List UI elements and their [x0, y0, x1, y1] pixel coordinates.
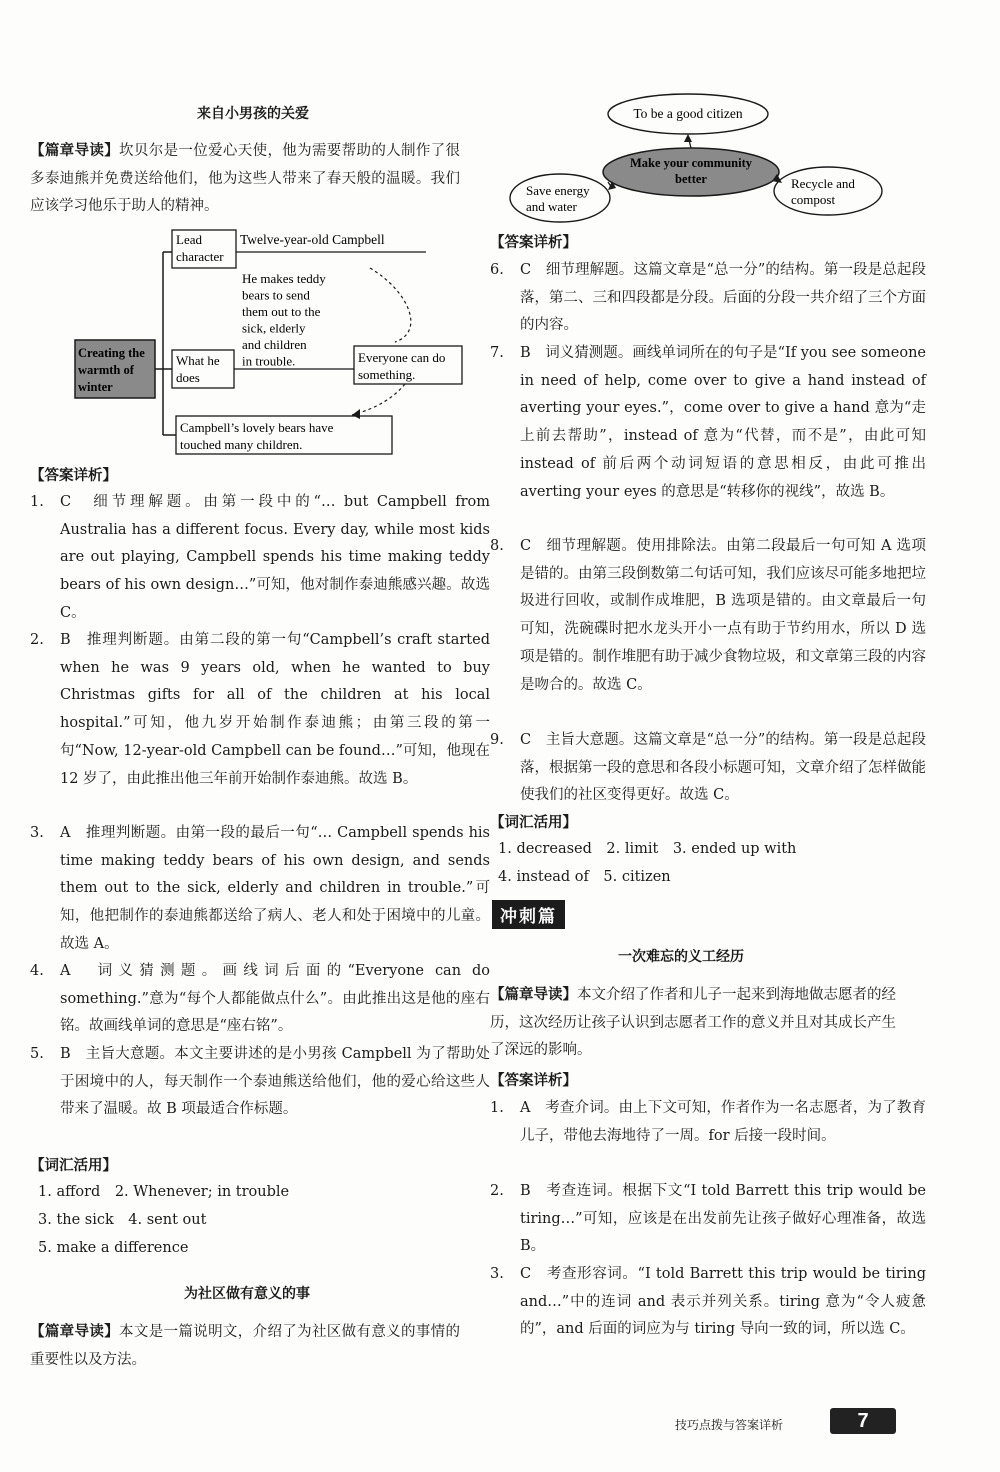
answer-text: C 细节理解题。使用排除法。由第二段最后一句可知 A 选项是错的。由第三段倒数第二句话可知，我们应该尽可能多地把垃圾进行回收，或制作成堆肥，B 选项是错的。由文章最后一句可知，洗碗碟时把水龙头开小一点有助于节约用水，所以 D 选项是错的。制作堆肥有助于减少食物垃圾，和文章第三段的内容是吻合的。故选 C。 [520, 538, 926, 693]
diagram-campbell-text: Twelve-year-old Campbell [240, 232, 385, 247]
answer-num: 5. [30, 1046, 44, 1062]
answer-item [490, 340, 926, 506]
answers-2-label: 【答案详析】 [490, 235, 577, 251]
answer-num: 7. [490, 345, 504, 361]
diagram2-left-text: Save energy and water [526, 183, 590, 214]
article-title-1: 来自小男孩的关爱 [197, 106, 309, 122]
diagram2-right-ellipse [774, 167, 882, 215]
page-number: 7 [830, 1408, 896, 1434]
intro-1-text: 坎贝尔是一位爱心天使，他为需要帮助的人制作了很多泰迪熊并免费送给他们，他为这些人带来了春天般的温暖。我们应该学习他乐于助人的精神。 [30, 143, 461, 215]
mind-map-community [508, 88, 888, 228]
answer-num: 6. [490, 262, 504, 278]
answer-num: 8. [490, 538, 504, 554]
intro-2 [30, 1319, 460, 1374]
answer-num: 1. [30, 494, 44, 510]
intro-1 [30, 138, 460, 221]
diagram2-top-text: To be a good citizen [633, 106, 743, 121]
diagram-motto-text: Everyone can do something. [358, 350, 446, 382]
answer-item [490, 1261, 926, 1344]
answer-item [490, 1178, 926, 1261]
diagram-lead-text: Lead character [176, 232, 224, 264]
diagram2-center-text: Make your community better [630, 156, 752, 186]
answer-num: 1. [490, 1100, 504, 1116]
vocab-line: 1. decreased 2. limit 3. ended up with [498, 841, 797, 857]
vocab-2-label: 【词汇活用】 [490, 815, 577, 831]
diagram-what-text: What he does [176, 353, 220, 385]
intro-3-text: 本文介绍了作者和儿子一起来到海地做志愿者的经历，这次经历让孩子认识到志愿者工作的意义并且对其成长产生了深远的影响。 [490, 987, 896, 1059]
vocab-1-label: 【词汇活用】 [30, 1158, 117, 1174]
answer-item [490, 1095, 926, 1150]
article-title-3: 一次难忘的义工经历 [618, 949, 744, 965]
answer-item [30, 820, 490, 959]
answers-3-label: 【答案详析】 [490, 1073, 577, 1089]
diagram-center-text: Creating the warmth of winter [78, 346, 145, 394]
answer-text: C 考查形容词。“I told Barrett this trip would be tiring and…”中的连词 and 表示并列关系。tiring 意为“令人疲惫的”，and 后面的词应为与 tiring 导向一致的词，所以选 C。 [520, 1266, 926, 1338]
vocab-line: 1. afford 2. Whenever; in trouble [38, 1184, 290, 1200]
vocab-line: 5. make a difference [38, 1240, 189, 1256]
answer-num: 9. [490, 732, 504, 748]
answer-num: 3. [490, 1266, 504, 1282]
answer-item [30, 489, 490, 628]
diagram-action-text: He makes teddy bears to send them out to the sick, elderly and children in trouble. [242, 271, 326, 369]
intro-2-label: 【篇章导读】 [30, 1324, 120, 1340]
diagram2-right-text: Recycle and compost [791, 176, 855, 207]
answer-text: B 词义猜测题。画线单词所在的句子是“If you see someone in need of help, come over to give a hand instead of averting your eyes.”，come over to give a hand 意为“走上前去帮助”，instead of 意为“代替，而不是”，由此可知 instead of 前后两个动词短语的意思相反，由此可推出 averting your eyes 的意思是“转移你的视线”，故选 B。 [520, 345, 926, 500]
section-badge: 冲刺篇 [492, 900, 565, 929]
answer-item [30, 1041, 490, 1124]
answer-item [30, 627, 490, 793]
answer-text: A 推理判断题。由第一段的最后一句“… Campbell spends his time making teddy bears of his own design, and sends them out to the sick, elderly and children in trouble.”可知，他把制作的泰迪熊都送给了病人、老人和处于困境中的儿童。故选 A。 [60, 825, 490, 952]
answer-num: 2. [30, 632, 44, 648]
answer-text: B 推理判断题。由第二段的第一句“Campbell’s craft started when he was 9 years old, when he wanted to buy Christmas gifts for all of the children at his local hospital.”可知，他九岁开始制作泰迪熊；由第三段的第一句“Now, 12-year-old Campbell can be found…”可知，他现在 12 岁了，由此推出他三年前开始制作泰迪熊。故选 B。 [60, 632, 490, 787]
answer-text: B 考查连词。根据下文“I told Barrett this trip would be tiring…”可知，应该是在出发前先让孩子做好心理准备，故选 B。 [520, 1183, 926, 1255]
answer-num: 2. [490, 1183, 504, 1199]
intro-1-label: 【篇章导读】 [30, 143, 120, 159]
answer-item [490, 727, 926, 810]
vocab-line: 4. instead of 5. citizen [498, 869, 671, 885]
intro-3 [490, 982, 896, 1065]
footer-label: 技巧点拨与答案详析 [675, 1418, 784, 1432]
answer-text: C 细节理解题。这篇文章是“总一分”的结构。第一段是总起段落，第二、三和四段都是分段。后面的分段一共介绍了三个方面的内容。 [520, 262, 926, 334]
intro-3-label: 【篇章导读】 [490, 987, 577, 1003]
diagram2-left-ellipse [510, 174, 610, 222]
answer-text: A 词义猜测题。画线词后面的“Everyone can do something.”意为“每个人都能做点什么”。由此推出这是他的座右铭。故画线单词的意思是“座右铭”。 [60, 963, 490, 1035]
answer-text: B 主旨大意题。本文主要讲述的是小男孩 Campbell 为了帮助处于困境中的人，每天制作一个泰迪熊送给他们，他的爱心给这些人带来了温暖。故 B 项最适合作标题。 [60, 1046, 490, 1118]
intro-2-text: 本文是一篇说明文，介绍了为社区做有意义的事情的重要性以及方法。 [30, 1324, 461, 1368]
answer-item [30, 958, 490, 1041]
vocab-line: 3. the sick 4. sent out [38, 1212, 207, 1228]
answer-item [490, 257, 926, 340]
article-title-2: 为社区做有意义的事 [184, 1286, 310, 1302]
mind-map-warmth [70, 222, 470, 462]
diagram-result-text: Campbell’s lovely bears have touched many children. [180, 420, 334, 452]
answer-num: 4. [30, 963, 44, 979]
answer-text: C 主旨大意题。这篇文章是“总一分”的结构。第一段是总起段落，根据第一段的意思和各段小标题可知，文章介绍了怎样做能使我们的社区变得更好。故选 C。 [520, 732, 926, 804]
answer-item [490, 533, 926, 699]
answers-1-label: 【答案详析】 [30, 468, 117, 484]
answer-num: 3. [30, 825, 44, 841]
answer-text: A 考查介词。由上下文可知，作者作为一名志愿者，为了教育儿子，带他去海地待了一周。for 后接一段时间。 [520, 1100, 926, 1144]
answer-text: C 细节理解题。由第一段中的“… but Campbell from Australia has a different focus. Every day, while most kids are out playing, Campbell spends his time making teddy bears of his own design…”可知，他对制作泰迪熊感兴趣。故选 C。 [60, 494, 490, 621]
